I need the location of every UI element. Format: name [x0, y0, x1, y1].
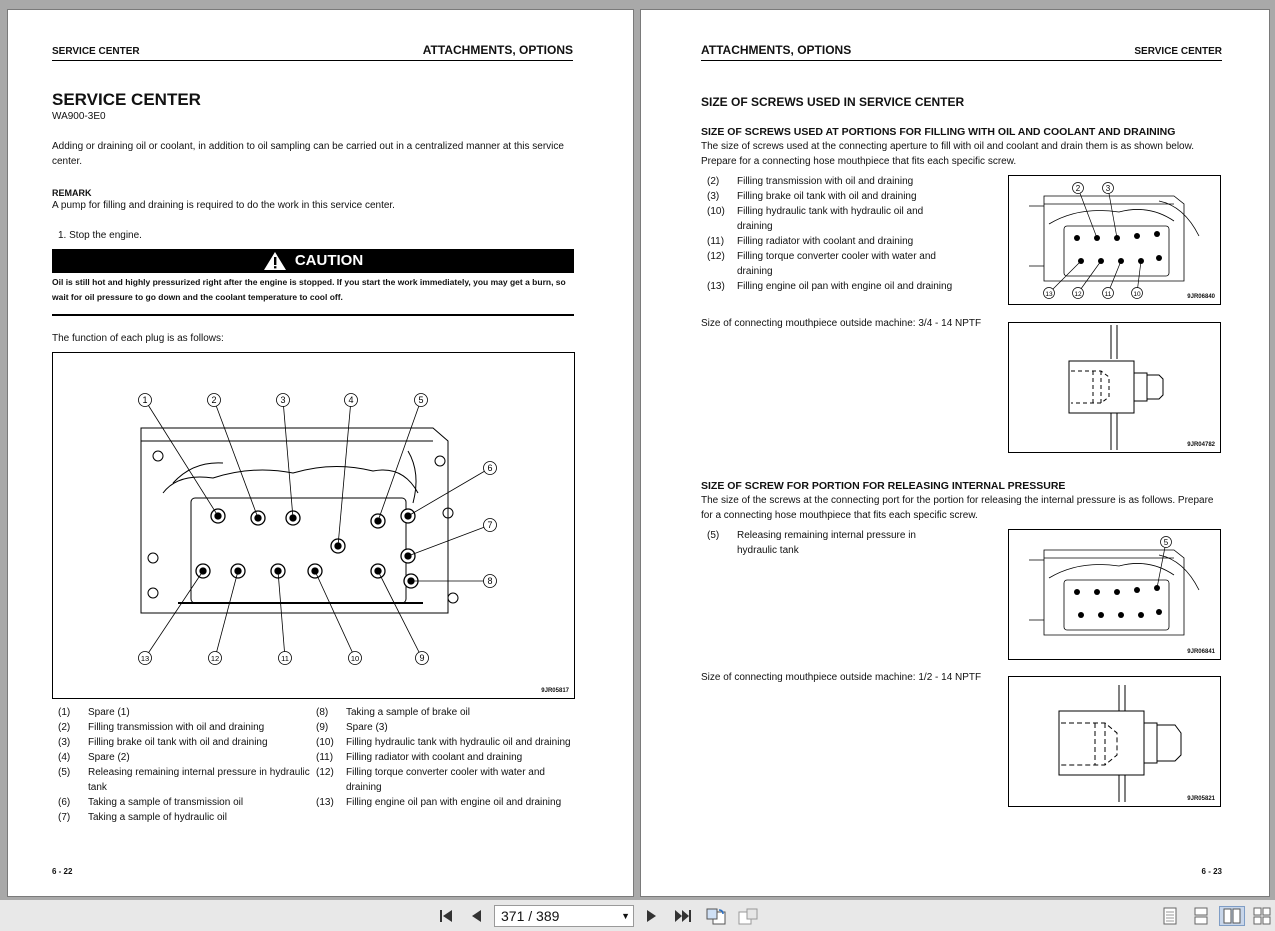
callout-leader — [408, 525, 490, 556]
callout-label: 2 — [211, 395, 217, 405]
section1-title: SIZE OF SCREWS USED AT PORTIONS FOR FILLING WITH OIL AND COOLANT AND DRAINING — [701, 126, 1176, 138]
header-right-label: ATTACHMENTS, OPTIONS — [422, 43, 573, 57]
function-intro: The function of each plug is as follows: — [52, 333, 224, 344]
mouthpiece-figure-1 — [1008, 322, 1221, 453]
figure-id: 9JR04782 — [1187, 442, 1215, 448]
page-number: 6 - 23 — [1201, 867, 1222, 876]
continuous-icon[interactable] — [1191, 906, 1211, 926]
warning-icon — [263, 251, 287, 271]
list-item-number: (13) — [316, 797, 334, 808]
list-item — [316, 750, 574, 765]
list-item — [58, 795, 313, 810]
mouthpiece-diagram-2 — [1009, 677, 1220, 806]
header-right-label: SERVICE CENTER — [1134, 46, 1222, 57]
mouthpiece-diagram-1 — [1009, 323, 1220, 452]
plug — [1156, 609, 1162, 615]
rotate-icon[interactable] — [704, 906, 728, 926]
figure-id: 9JR05817 — [541, 688, 569, 694]
left-page-header — [52, 44, 573, 61]
remark-label: REMARK — [52, 188, 92, 198]
list-item-number: (8) — [316, 707, 329, 718]
figure-id: 9JR06840 — [1187, 294, 1215, 300]
section2-list — [707, 528, 927, 558]
list-item — [58, 750, 313, 765]
left-page — [7, 9, 634, 897]
list-item — [316, 765, 574, 795]
list-item — [58, 810, 313, 825]
callout-label: 1 — [142, 395, 148, 405]
plug — [1134, 587, 1140, 593]
caution-divider — [52, 314, 574, 316]
header-left-label: ATTACHMENTS, OPTIONS — [701, 43, 852, 57]
callout-label: 4 — [348, 395, 354, 405]
list-item — [707, 189, 957, 204]
section2-text: The size of the screws at the connecting port for the portion for releasing the internal pressure is as follows. Prepare for a connecting hose mouthpiece that fits each specific screw. — [701, 495, 1214, 521]
caution-banner — [52, 249, 574, 273]
list-item-text: Taking a sample of hydraulic oil — [88, 812, 227, 823]
list-item-text: Filling hydraulic tank with hydraulic oil and draining — [346, 737, 571, 748]
list-item-text: Filling radiator with coolant and draining — [346, 752, 523, 763]
list-item-number: (5) — [58, 767, 71, 778]
callout-label: 13 — [140, 654, 150, 663]
figure-id: 9JR05821 — [1187, 796, 1215, 802]
pressure-release-figure — [1008, 529, 1221, 660]
callout-label: 7 — [487, 520, 493, 530]
plug — [1154, 231, 1160, 237]
callout-label: 11 — [1104, 290, 1112, 298]
list-item — [316, 720, 574, 735]
list-item-number: (2) — [58, 722, 71, 733]
list-item-number: (9) — [316, 722, 329, 733]
figure-id: 9JR06841 — [1187, 649, 1215, 655]
list-item-number: (12) — [707, 251, 725, 262]
model-code: WA900-3E0 — [52, 111, 106, 122]
callout-leader — [315, 571, 355, 658]
chevron-down-icon[interactable]: ▼ — [621, 911, 630, 921]
callout-leader — [145, 571, 203, 658]
list-item-number: (11) — [707, 236, 725, 247]
plug — [1078, 612, 1084, 618]
filling-ports-figure — [1008, 175, 1221, 305]
plug — [1074, 235, 1080, 241]
list-item — [58, 735, 313, 750]
single-page-icon[interactable] — [1160, 906, 1180, 926]
list-item-text: Spare (2) — [88, 752, 130, 763]
list-item-number: (5) — [707, 530, 720, 541]
callout-label: 6 — [487, 463, 493, 473]
right-page — [640, 9, 1270, 897]
caution-label: CAUTION — [294, 252, 364, 269]
callout-leader — [1108, 188, 1117, 238]
pressure-release-diagram — [1009, 530, 1220, 659]
list-item-number: (7) — [58, 812, 71, 823]
mouthpiece-figure-2 — [1008, 676, 1221, 807]
list-item-number: (4) — [58, 752, 71, 763]
page-number: 6 - 22 — [52, 867, 73, 876]
list-item — [316, 735, 574, 750]
plug — [1114, 589, 1120, 595]
caution-text: Oil is still hot and highly pressurized right after the engine is stopped. If you start the work immediately, you may get a burn, so wait for oil pressure to go down and the coolant temperature to cool off. — [52, 277, 566, 302]
list-item-number: (2) — [707, 176, 720, 187]
section2-title: SIZE OF SCREW FOR PORTION FOR RELEASING INTERNAL PRESSURE — [701, 480, 1066, 492]
list-item-text: Filling hydraulic tank with hydraulic oil and draining — [737, 206, 924, 232]
callout-leader — [1078, 261, 1101, 293]
last-page-icon[interactable] — [672, 906, 694, 926]
list-item — [707, 204, 957, 234]
callout-label: 2 — [1075, 183, 1081, 193]
right-page-header — [701, 44, 1222, 61]
list-item-text: Filling torque converter cooler with water and draining — [737, 251, 936, 277]
list-item — [707, 174, 957, 189]
callout-label: 13 — [1045, 290, 1053, 298]
list-item-number: (6) — [58, 797, 71, 808]
page-title: SERVICE CENTER — [52, 90, 201, 109]
callout-label: 5 — [1163, 537, 1169, 547]
list-item-number: (3) — [58, 737, 71, 748]
step-1: 1. Stop the engine. — [58, 230, 142, 241]
callout-leader — [1078, 188, 1097, 238]
size-text-1: Size of connecting mouthpiece outside machine: 3/4 - 14 NPTF — [701, 318, 982, 329]
page-indicator: 371 / 389 — [501, 908, 560, 924]
list-item-number: (10) — [707, 206, 725, 217]
plug — [1118, 612, 1124, 618]
callout-label: 12 — [210, 654, 220, 663]
list-item-text: Filling brake oil tank with oil and draining — [88, 737, 268, 748]
page-title: SIZE OF SCREWS USED IN SERVICE CENTER — [701, 95, 965, 109]
list-item — [58, 705, 313, 720]
list-item-text: Filling transmission with oil and draining — [88, 722, 265, 733]
section1-text: The size of screws used at the connecting aperture to fill with oil and coolant and drain them is as shown below. Prepare for a connecting hose mouthpiece that fits each specific screw. — [701, 141, 1195, 167]
list-item-text: Releasing remaining internal pressure in hydraulic tank — [88, 767, 310, 793]
plug-list-left — [58, 705, 313, 825]
list-item-text: Releasing remaining internal pressure in hydraulic tank — [737, 530, 916, 556]
plug-list-right — [316, 705, 574, 810]
list-item — [707, 249, 957, 279]
callout-leader — [145, 400, 218, 516]
first-page-icon[interactable] — [436, 906, 456, 926]
callout-label: 12 — [1074, 290, 1082, 298]
two-page-icon[interactable] — [1219, 906, 1245, 926]
list-item-text: Taking a sample of brake oil — [346, 707, 470, 718]
callout-leader — [378, 400, 421, 521]
callout-label: 9 — [419, 653, 425, 663]
list-item-text: Filling radiator with coolant and draining — [737, 236, 914, 247]
header-left-label: SERVICE CENTER — [52, 46, 140, 57]
list-item-number: (11) — [316, 752, 334, 763]
list-item-text: Filling engine oil pan with engine oil and draining — [346, 797, 562, 808]
plug — [1074, 589, 1080, 595]
list-item-text: Filling engine oil pan with engine oil and draining — [737, 281, 953, 292]
plug — [1098, 612, 1104, 618]
callout-leader — [278, 571, 285, 658]
callout-leader — [215, 571, 238, 658]
section1-list — [707, 174, 957, 294]
callout-leader — [283, 400, 293, 518]
viewer-toolbar — [0, 900, 1275, 931]
list-item — [316, 795, 574, 810]
list-item-text: Filling torque converter cooler with water and draining — [346, 767, 545, 793]
list-item-text: Taking a sample of transmission oil — [88, 797, 244, 808]
callout-label: 5 — [418, 395, 424, 405]
filling-ports-diagram — [1009, 176, 1220, 304]
page-number-field[interactable] — [494, 905, 634, 927]
list-item-number: (13) — [707, 281, 725, 292]
rotate-back-icon[interactable] — [736, 906, 760, 926]
callout-leader — [408, 468, 490, 516]
list-item-text: Spare (3) — [346, 722, 388, 733]
callout-leader — [1157, 542, 1166, 588]
plug — [1094, 589, 1100, 595]
callout-leader — [214, 400, 258, 518]
list-item-number: (1) — [58, 707, 71, 718]
remark-text: A pump for filling and draining is required to do the work in this service center. — [52, 200, 395, 211]
service-center-diagram — [53, 353, 574, 698]
callout-label: 3 — [1105, 183, 1111, 193]
list-item-text: Filling transmission with oil and draining — [737, 176, 914, 187]
two-page-continuous-icon[interactable] — [1252, 906, 1272, 926]
list-item-text: Filling brake oil tank with oil and draining — [737, 191, 917, 202]
list-item-number: (3) — [707, 191, 720, 202]
list-item — [316, 705, 574, 720]
intro-text: Adding or draining oil or coolant, in addition to oil sampling can be carried out in a centralized manner at this service center. — [52, 141, 564, 167]
list-item — [58, 765, 313, 795]
plug — [1156, 255, 1162, 261]
callout-label: 11 — [281, 654, 289, 663]
callout-label: 10 — [350, 654, 360, 663]
size-text-2: Size of connecting mouthpiece outside machine: 1/2 - 14 NPTF — [701, 672, 982, 683]
callout-label: 8 — [487, 576, 493, 586]
list-item — [58, 720, 313, 735]
list-item-text: Spare (1) — [88, 707, 130, 718]
callout-leader — [338, 400, 351, 546]
service-center-figure — [52, 352, 575, 699]
list-item — [707, 279, 957, 294]
callout-label: 10 — [1133, 290, 1141, 298]
list-item — [707, 234, 957, 249]
list-item — [707, 528, 927, 558]
plug — [1138, 612, 1144, 618]
next-page-icon[interactable] — [642, 906, 662, 926]
list-item-number: (10) — [316, 737, 334, 748]
plug — [1134, 233, 1140, 239]
prev-page-icon[interactable] — [466, 906, 486, 926]
callout-label: 3 — [280, 395, 286, 405]
list-item-number: (12) — [316, 767, 334, 778]
